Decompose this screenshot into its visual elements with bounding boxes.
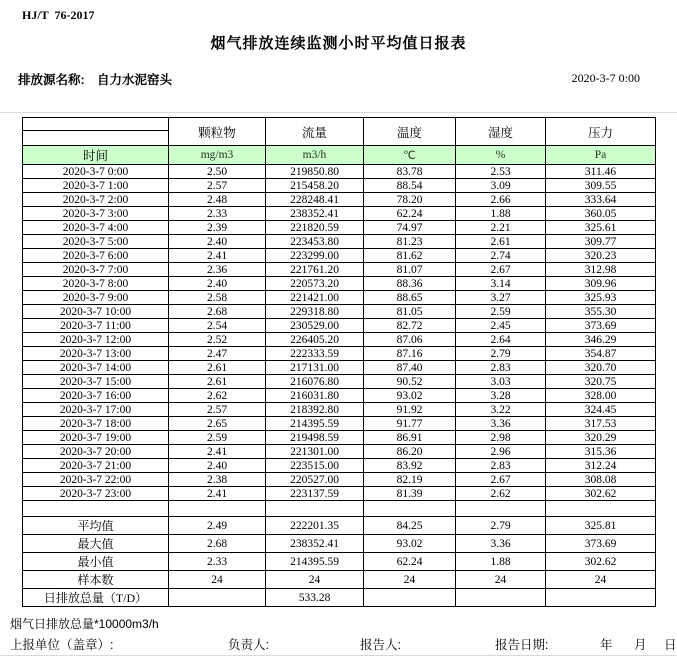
unit-humidity: % [456,146,546,165]
value-cell: 214395.59 [266,417,364,431]
value-cell: 2.38 [169,473,266,487]
value-cell: 355.30 [546,305,656,319]
value-cell: 218392.80 [266,403,364,417]
value-cell: 3.22 [456,403,546,417]
spacer-cell [23,501,169,517]
header-blank-cell [23,131,169,146]
unit-pressure: Pa [546,146,656,165]
value-cell: 24 [266,571,364,589]
col-header-pressure: 压力 [546,118,656,146]
spacer-cell [169,501,266,517]
value-cell: 2.67 [456,473,546,487]
col-header-flow: 流量 [266,118,364,146]
value-cell: 83.92 [364,459,456,473]
value-cell: 315.36 [546,445,656,459]
value-cell: 24 [169,571,266,589]
data-row [23,319,656,333]
value-cell: 86.20 [364,445,456,459]
unit-flow: m3/h [266,146,364,165]
value-cell: 2.40 [169,459,266,473]
bottom-divider [0,655,677,656]
manager-label: 负责人: [228,638,269,652]
time-cell: 2020-3-7 2:00 [23,193,169,207]
value-cell: 2.64 [456,333,546,347]
value-cell: 2.33 [169,553,266,571]
value-cell: 2.54 [169,319,266,333]
value-cell: 2.21 [456,221,546,235]
value-cell: 354.87 [546,347,656,361]
value-cell: 24 [546,571,656,589]
value-cell: 2.59 [456,305,546,319]
value-cell: 87.16 [364,347,456,361]
value-cell: 221761.20 [266,263,364,277]
report-unit-label: 上报单位（盖章）: [10,638,114,652]
value-cell: 81.62 [364,249,456,263]
value-cell: 223137.59 [266,487,364,501]
value-cell: 2.66 [456,193,546,207]
value-cell: 223515.00 [266,459,364,473]
value-cell: 320.70 [546,361,656,375]
time-cell: 2020-3-7 5:00 [23,235,169,249]
value-cell: 302.62 [546,553,656,571]
value-cell [364,589,456,607]
value-cell: 238352.41 [266,535,364,553]
data-row [23,361,656,375]
value-cell: 2.52 [169,333,266,347]
report-date-label: 报告日期: [495,638,549,652]
value-cell: 91.92 [364,403,456,417]
value-cell: 324.45 [546,403,656,417]
time-cell: 2020-3-7 9:00 [23,291,169,305]
value-cell: 2.67 [456,263,546,277]
value-cell: 325.61 [546,221,656,235]
value-cell: 2.83 [456,361,546,375]
value-cell: 222201.35 [266,517,364,535]
value-cell: 238352.41 [266,207,364,221]
data-row [23,347,656,361]
value-cell: 320.23 [546,249,656,263]
value-cell: 308.08 [546,473,656,487]
value-cell: 3.36 [456,535,546,553]
value-cell: 2.40 [169,235,266,249]
data-row [23,445,656,459]
signature-line [0,635,677,651]
time-cell: 2020-3-7 14:00 [23,361,169,375]
value-cell: 2.47 [169,347,266,361]
value-cell: 1.88 [456,553,546,571]
value-cell: 2.62 [169,389,266,403]
data-row [23,431,656,445]
summary-label-cell: 最小值 [23,553,169,571]
value-cell: 309.96 [546,277,656,291]
summary-row [23,589,656,607]
value-cell: 219498.59 [266,431,364,445]
value-cell: 221301.00 [266,445,364,459]
time-cell: 2020-3-7 6:00 [23,249,169,263]
value-cell: 24 [456,571,546,589]
data-row [23,403,656,417]
value-cell: 2.36 [169,263,266,277]
page-title: 烟气排放连续监测小时平均值日报表 [210,35,467,52]
time-cell: 2020-3-7 8:00 [23,277,169,291]
data-row [23,277,656,291]
value-cell: 3.14 [456,277,546,291]
value-cell: 2.79 [456,517,546,535]
time-cell: 2020-3-7 16:00 [23,389,169,403]
value-cell: 230529.00 [266,319,364,333]
value-cell: 2.40 [169,277,266,291]
value-cell: 325.81 [546,517,656,535]
summary-row [23,553,656,571]
value-cell: 3.09 [456,179,546,193]
time-cell: 2020-3-7 10:00 [23,305,169,319]
time-cell: 2020-3-7 11:00 [23,319,169,333]
value-cell: 220527.00 [266,473,364,487]
value-cell: 223299.00 [266,249,364,263]
value-cell: 2.41 [169,249,266,263]
value-cell: 216076.80 [266,375,364,389]
value-cell: 2.79 [456,347,546,361]
unit-row [23,146,656,165]
value-cell: 226405.20 [266,333,364,347]
value-cell: 320.29 [546,431,656,445]
time-cell: 2020-3-7 0:00 [23,165,169,179]
year-label: 年 [600,638,613,652]
value-cell: 2.62 [456,487,546,501]
emission-total-note: 烟气日排放总量*10000m3/h [10,617,159,631]
reporter-label: 报告人: [360,638,401,652]
data-row [23,389,656,403]
data-row [23,473,656,487]
value-cell: 93.02 [364,535,456,553]
spacer-cell [456,501,546,517]
value-cell: 88.65 [364,291,456,305]
time-cell: 2020-3-7 3:00 [23,207,169,221]
value-cell: 83.78 [364,165,456,179]
time-cell: 2020-3-7 15:00 [23,375,169,389]
value-cell: 81.23 [364,235,456,249]
value-cell: 2.68 [169,305,266,319]
value-cell: 3.27 [456,291,546,305]
value-cell: 325.93 [546,291,656,305]
time-cell: 2020-3-7 4:00 [23,221,169,235]
col-header-humidity: 湿度 [456,118,546,146]
data-row [23,249,656,263]
summary-label-cell: 样本数 [23,571,169,589]
spacer-row [23,501,656,517]
header-row-top [23,118,656,131]
col-header-temperature: 温度 [364,118,456,146]
value-cell: 328.00 [546,389,656,403]
value-cell: 311.46 [546,165,656,179]
value-cell: 88.36 [364,277,456,291]
value-cell: 302.62 [546,487,656,501]
data-row [23,235,656,249]
value-cell: 221421.00 [266,291,364,305]
value-cell: 90.52 [364,375,456,389]
value-cell: 222333.59 [266,347,364,361]
value-cell: 320.75 [546,375,656,389]
data-row [23,417,656,431]
value-cell: 1.88 [456,207,546,221]
data-row [23,193,656,207]
value-cell: 216031.80 [266,389,364,403]
data-row [23,487,656,501]
value-cell: 219850.80 [266,165,364,179]
value-cell: 62.24 [364,207,456,221]
value-cell: 2.61 [169,361,266,375]
value-cell: 2.57 [169,179,266,193]
value-cell: 2.59 [169,431,266,445]
value-cell: 81.39 [364,487,456,501]
value-cell: 3.28 [456,389,546,403]
value-cell: 2.45 [456,319,546,333]
value-cell: 373.69 [546,535,656,553]
data-row [23,263,656,277]
value-cell: 2.83 [456,459,546,473]
value-cell: 2.41 [169,445,266,459]
value-cell: 360.05 [546,207,656,221]
value-cell: 86.91 [364,431,456,445]
value-cell: 309.55 [546,179,656,193]
day-label: 日 [664,638,677,652]
value-cell: 229318.80 [266,305,364,319]
value-cell: 2.57 [169,403,266,417]
value-cell: 93.02 [364,389,456,403]
time-cell: 2020-3-7 12:00 [23,333,169,347]
value-cell: 2.39 [169,221,266,235]
spacer-cell [546,501,656,517]
value-cell: 88.54 [364,179,456,193]
value-cell: 217131.00 [266,361,364,375]
data-row [23,459,656,473]
summary-row [23,535,656,553]
data-row [23,207,656,221]
value-cell: 91.77 [364,417,456,431]
summary-label-cell: 日排放总量（T/D） [23,589,169,607]
value-cell: 62.24 [364,553,456,571]
value-cell: 221820.59 [266,221,364,235]
value-cell: 82.72 [364,319,456,333]
time-cell: 2020-3-7 18:00 [23,417,169,431]
time-cell: 2020-3-7 1:00 [23,179,169,193]
col-header-particulate: 颗粒物 [169,118,266,146]
value-cell: 346.29 [546,333,656,347]
value-cell: 2.96 [456,445,546,459]
standard-number: HJ/T 76-2017 [22,8,95,22]
top-divider [0,112,677,113]
value-cell: 312.98 [546,263,656,277]
value-cell: 2.61 [169,375,266,389]
data-row [23,333,656,347]
value-cell: 87.06 [364,333,456,347]
value-cell: 373.69 [546,319,656,333]
unit-particulate: mg/m3 [169,146,266,165]
value-cell: 2.48 [169,193,266,207]
value-cell: 2.41 [169,487,266,501]
report-table [22,117,656,607]
time-cell: 2020-3-7 19:00 [23,431,169,445]
value-cell: 333.64 [546,193,656,207]
spacer-cell [266,501,364,517]
value-cell: 74.97 [364,221,456,235]
value-cell: 78.20 [364,193,456,207]
time-cell: 2020-3-7 20:00 [23,445,169,459]
time-cell: 2020-3-7 17:00 [23,403,169,417]
time-column-header: 时间 [23,146,169,165]
header-blank-cell [23,118,169,131]
month-label: 月 [634,638,647,652]
unit-temperature: ℃ [364,146,456,165]
data-row [23,179,656,193]
data-row [23,221,656,235]
time-cell: 2020-3-7 23:00 [23,487,169,501]
value-cell: 2.49 [169,517,266,535]
value-cell: 2.98 [456,431,546,445]
value-cell [169,589,266,607]
value-cell: 533.28 [266,589,364,607]
value-cell: 317.53 [546,417,656,431]
value-cell: 2.61 [456,235,546,249]
value-cell: 2.53 [456,165,546,179]
value-cell: 2.50 [169,165,266,179]
spacer-cell [364,501,456,517]
data-row [23,305,656,319]
report-datetime: 2020-3-7 0:00 [571,71,640,85]
value-cell: 2.74 [456,249,546,263]
value-cell [456,589,546,607]
value-cell: 214395.59 [266,553,364,571]
value-cell: 81.05 [364,305,456,319]
value-cell: 84.25 [364,517,456,535]
value-cell: 3.36 [456,417,546,431]
time-cell: 2020-3-7 7:00 [23,263,169,277]
data-row [23,291,656,305]
value-cell [546,589,656,607]
value-cell: 3.03 [456,375,546,389]
value-cell: 2.33 [169,207,266,221]
data-row [23,375,656,389]
value-cell: 223453.80 [266,235,364,249]
source-name-label: 排放源名称: [18,73,85,87]
time-cell: 2020-3-7 21:00 [23,459,169,473]
data-row [23,165,656,179]
value-cell: 215458.20 [266,179,364,193]
summary-row [23,517,656,535]
value-cell: 309.77 [546,235,656,249]
value-cell: 312.24 [546,459,656,473]
value-cell: 24 [364,571,456,589]
value-cell: 2.58 [169,291,266,305]
time-cell: 2020-3-7 13:00 [23,347,169,361]
value-cell: 2.65 [169,417,266,431]
value-cell: 2.68 [169,535,266,553]
value-cell: 82.19 [364,473,456,487]
summary-row [23,571,656,589]
summary-label-cell: 最大值 [23,535,169,553]
time-cell: 2020-3-7 22:00 [23,473,169,487]
summary-label-cell: 平均值 [23,517,169,535]
value-cell: 220573.20 [266,277,364,291]
source-name-value: 自力水泥窑头 [97,73,173,87]
value-cell: 228248.41 [266,193,364,207]
value-cell: 87.40 [364,361,456,375]
value-cell: 81.07 [364,263,456,277]
